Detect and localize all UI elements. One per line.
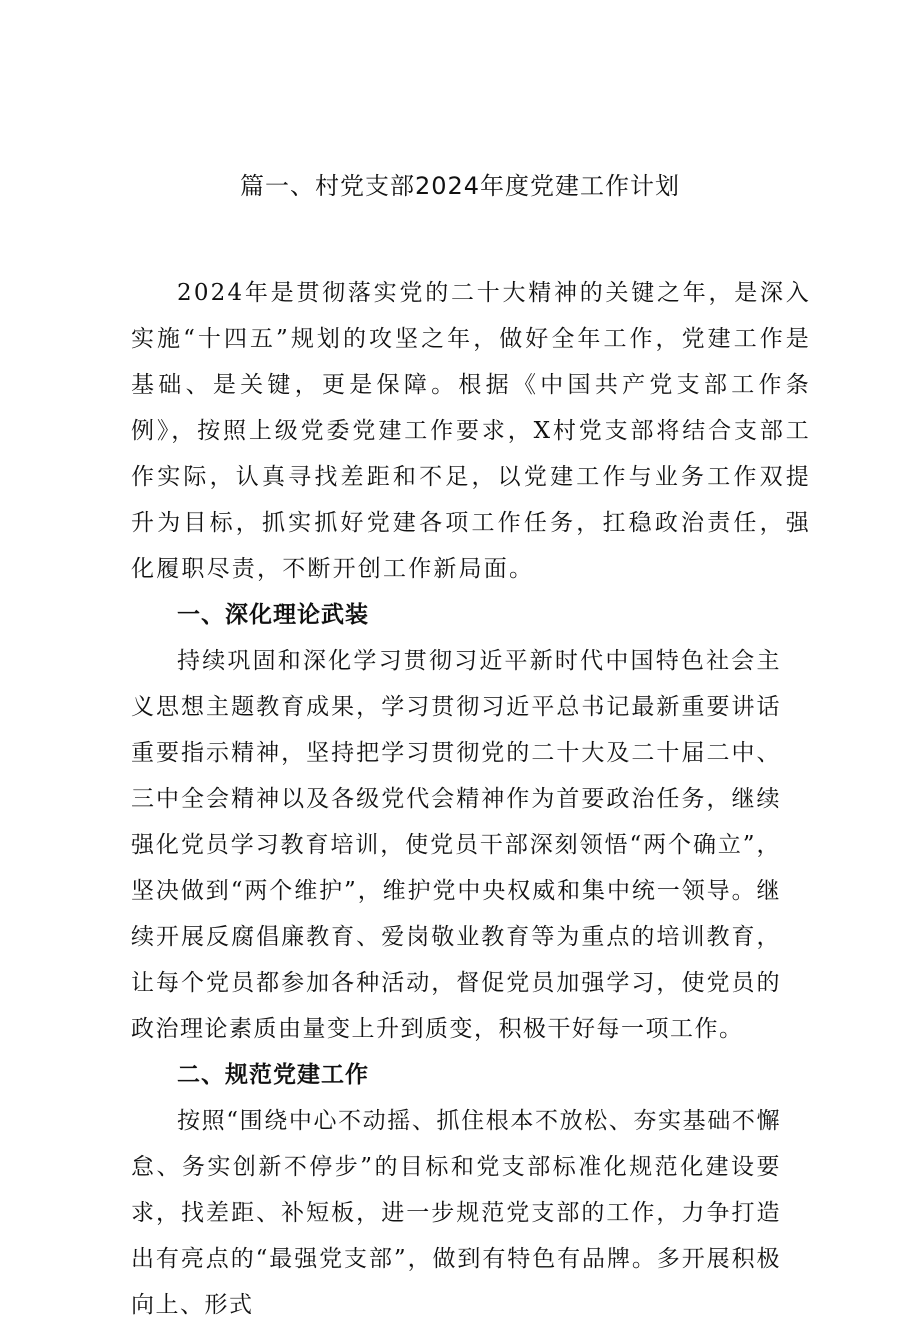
section-heading-2: 二、规范党建工作: [177, 1062, 369, 1088]
section-heading-1: 一、深化理论武装: [177, 602, 369, 628]
intro-paragraph: 2024年是贯彻落实党的二十大精神的关键之年，是深入实施“十四五”规划的攻坚之年，做好全年工作，党建工作是基础、是关键，更是保障。根据《中国共产党支部工作条例》，按照上级党委党建工作要求，X村党支部将结合支部工作实际，认真寻找差距和不足，以党建工作与业务工作双提升为目标，抓实抓好党建各项工作任务，扛稳政治责任，强化履职尽责，不断开创工作新局面。: [131, 280, 811, 582]
document-body: [131, 270, 811, 1328]
document-title: 篇一、村党支部2024年度党建工作计划: [239, 172, 681, 200]
section-paragraph-1: 持续巩固和深化学习贯彻习近平新时代中国特色社会主义思想主题教育成果，学习贯彻习近平总书记最新重要讲话重要指示精神，坚持把学习贯彻党的二十大及二十届二中、三中全会精神以及各级党代会精神作为首要政治任务，继续强化党员学习教育培训，使党员干部深刻领悟“两个确立”，坚决做到“两个维护”，维护党中央权威和集中统一领导。继续开展反腐倡廉教育、爱岗敬业教育等为重点的培训教育，让每个党员都参加各种活动，督促党员加强学习，使党员的政治理论素质由量变上升到质变，积极干好每一项工作。: [131, 648, 781, 1042]
section-paragraph-2: 按照“围绕中心不动摇、抓住根本不放松、夯实基础不懈怠、务实创新不停步”的目标和党支部标准化规范化建设要求，找差距、补短板，进一步规范党支部的工作，力争打造出有亮点的“最强党支部”，做到有特色有品牌。多开展积极向上、形式: [131, 1108, 781, 1318]
